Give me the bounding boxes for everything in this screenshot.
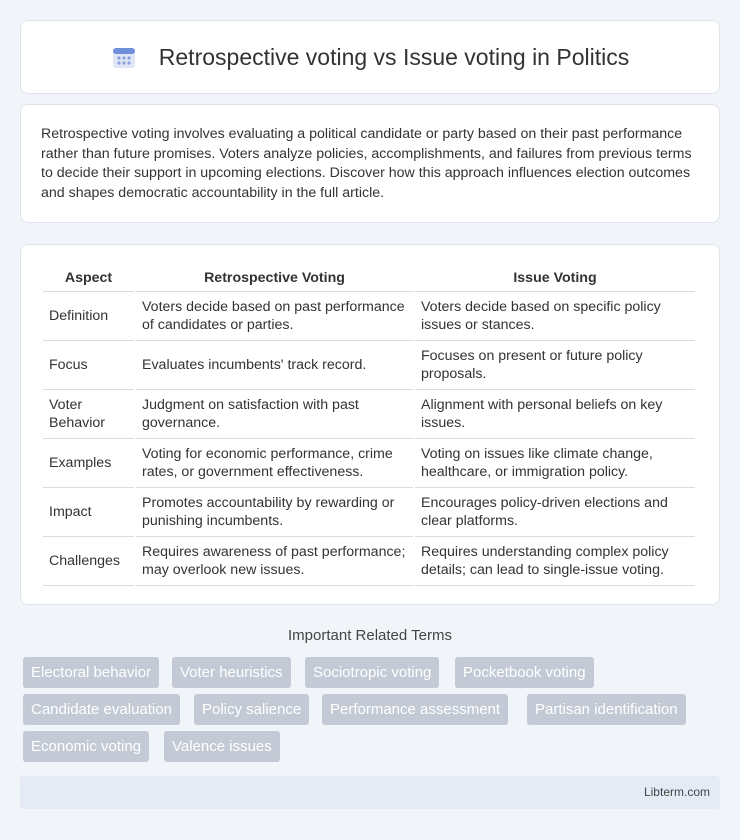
row-retrospective: Requires awareness of past performance; may overlook new issues. bbox=[136, 537, 413, 586]
tag-electoral-behavior[interactable]: Electoral behavior bbox=[23, 657, 159, 688]
row-aspect: Impact bbox=[43, 488, 134, 537]
related-terms-title: Important Related Terms bbox=[288, 627, 452, 644]
table-row bbox=[43, 390, 695, 439]
row-retrospective: Voters decide based on past performance of candidates or parties. bbox=[136, 292, 413, 341]
table-row bbox=[43, 292, 695, 341]
table-row bbox=[43, 439, 695, 488]
comparison-table bbox=[41, 265, 697, 586]
table-row bbox=[43, 537, 695, 586]
tag-performance-assessment[interactable]: Performance assessment bbox=[322, 694, 508, 725]
tag-policy-salience[interactable]: Policy salience bbox=[194, 694, 309, 725]
tag-voter-heuristics[interactable]: Voter heuristics bbox=[172, 657, 291, 688]
tag-partisan-identification[interactable]: Partisan identification bbox=[527, 694, 686, 725]
row-retrospective: Promotes accountability by rewarding or punishing incumbents. bbox=[136, 488, 413, 537]
intro-card bbox=[20, 104, 720, 223]
table-row bbox=[43, 341, 695, 390]
tag-candidate-evaluation[interactable]: Candidate evaluation bbox=[23, 694, 180, 725]
row-aspect: Voter Behavior bbox=[43, 390, 134, 439]
table-row bbox=[43, 488, 695, 537]
row-issue: Focuses on present or future policy proposals. bbox=[415, 341, 695, 390]
row-issue: Encourages policy-driven elections and clear platforms. bbox=[415, 488, 695, 537]
row-issue: Voting on issues like climate change, healthcare, or immigration policy. bbox=[415, 439, 695, 488]
row-issue: Requires understanding complex policy details; can lead to single-issue voting. bbox=[415, 537, 695, 586]
row-aspect: Challenges bbox=[43, 537, 134, 586]
row-aspect: Examples bbox=[43, 439, 134, 488]
comparison-card bbox=[20, 244, 720, 605]
header-aspect: Aspect bbox=[43, 265, 134, 292]
calendar-icon bbox=[111, 44, 137, 70]
row-aspect: Definition bbox=[43, 292, 134, 341]
table-header-row bbox=[43, 265, 695, 292]
intro-text: Retrospective voting involves evaluating a political candidate or party based on their past performance rather than future promises. Voters analyze policies, accomplishments, and failures from previous terms to decide their support in upcoming elections. Discover how this approach influences election outcomes and shapes democratic accountability in the full article. bbox=[41, 126, 692, 201]
row-retrospective: Judgment on satisfaction with past governance. bbox=[136, 390, 413, 439]
footer-site-link[interactable]: Libterm.com bbox=[643, 785, 710, 799]
page-title: Retrospective voting vs Issue voting in Politics bbox=[158, 43, 630, 70]
header-issue: Issue Voting bbox=[415, 265, 695, 292]
row-issue: Voters decide based on specific policy issues or stances. bbox=[415, 292, 695, 341]
tag-sociotropic-voting[interactable]: Sociotropic voting bbox=[305, 657, 439, 688]
row-retrospective: Voting for economic performance, crime rates, or government effectiveness. bbox=[136, 439, 413, 488]
row-aspect: Focus bbox=[43, 341, 134, 390]
header-retrospective: Retrospective Voting bbox=[136, 265, 413, 292]
tag-valence-issues[interactable]: Valence issues bbox=[164, 731, 280, 762]
tag-pocketbook-voting[interactable]: Pocketbook voting bbox=[455, 657, 594, 688]
row-retrospective: Evaluates incumbents' track record. bbox=[136, 341, 413, 390]
tag-economic-voting[interactable]: Economic voting bbox=[23, 731, 149, 762]
title-card bbox=[20, 20, 720, 94]
row-issue: Alignment with personal beliefs on key issues. bbox=[415, 390, 695, 439]
footer bbox=[20, 776, 720, 809]
